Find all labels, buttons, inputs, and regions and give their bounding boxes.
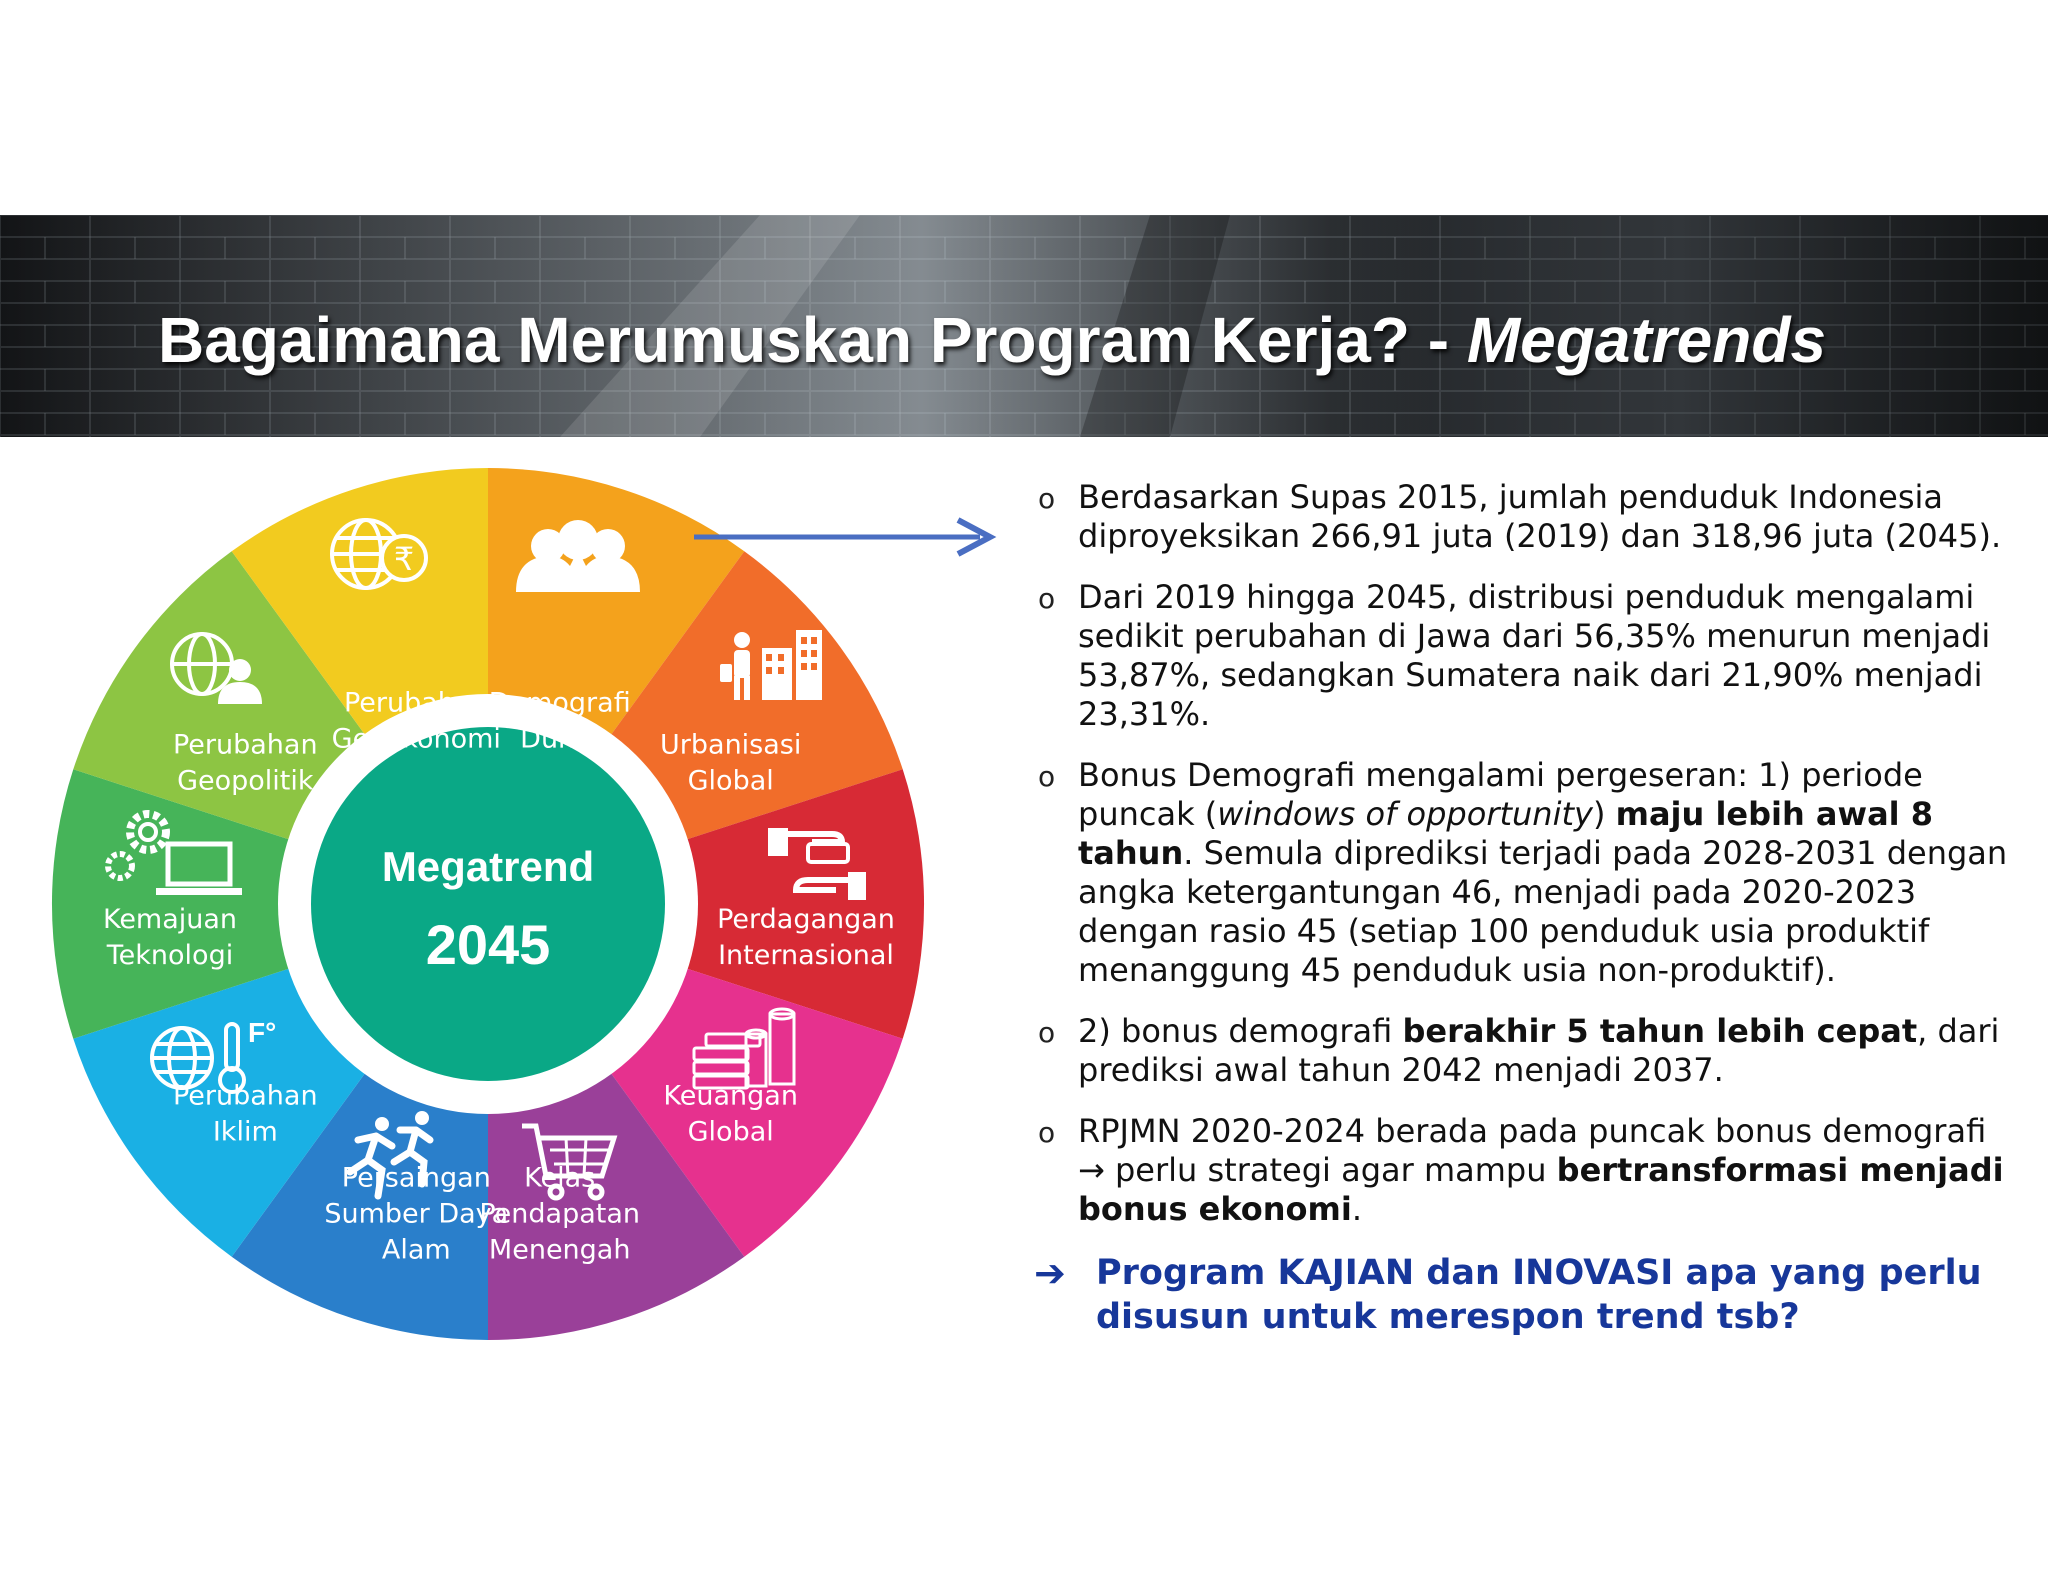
wheel-segment-label-line: Menengah: [488, 1234, 631, 1266]
wheel-segment-label-line: Iklim: [212, 1116, 278, 1148]
conclusion-arrow-icon: ➔: [1034, 1251, 1066, 1295]
bullet-marker: o: [1038, 760, 1056, 793]
bullet-text-3a: Bonus Demografi mengalami pergeseran: 1) periode puncak (: [1078, 756, 1923, 833]
bullet-text-3b: ): [1592, 795, 1616, 833]
wheel-segment-label-line: Teknologi: [106, 940, 234, 971]
bullet-marker: o: [1038, 582, 1056, 615]
conclusion-text: Program KAJIAN dan INOVASI apa yang perlu disusun untuk merespon trend tsb?: [1096, 1253, 1982, 1337]
wheel-center-year: 2045: [425, 913, 551, 976]
wheel-segment-label-line: Demografi: [488, 687, 631, 719]
bullet-item-4: [1034, 1012, 2014, 1090]
wheel-segment-label-line: Keuangan: [663, 1080, 798, 1112]
bullet-marker: o: [1038, 482, 1056, 515]
wheel-segment-label-line: Geoekonomi: [331, 723, 501, 755]
wheel-segment-label-line: Global: [687, 1116, 774, 1148]
bullet-item-1: [1034, 478, 2014, 556]
bullet-text-3c: . Semula diprediksi terjadi pada 2028-2031 dengan angka ketergantungan 46, menjadi pada 2020-2023 dengan rasio 45 (setiap 100 penduduk usia produktif menanggung 45 penduduk usia non-produktif).: [1078, 834, 2008, 989]
wheel-segment-label-line: Perubahan: [172, 729, 318, 761]
bullet-marker: o: [1038, 1116, 1056, 1149]
wheel-segment-label-line: Urbanisasi: [660, 729, 802, 761]
wheel-segment-label-line: Pendapatan: [479, 1198, 641, 1230]
bullet-marker: o: [1038, 1016, 1056, 1049]
bullet-text-5a: RPJMN 2020-2024 berada pada puncak bonus demografi → perlu strategi agar mampu: [1078, 1112, 1987, 1189]
wheel-segment-label-line: Kemajuan: [102, 904, 238, 935]
wheel-segment-label-line: Perubahan: [343, 687, 489, 719]
conclusion-question: [1034, 1251, 2014, 1339]
bullet-text-4a: 2) bonus demografi: [1078, 1012, 1403, 1050]
wheel-segment-label-line: Dunia: [520, 723, 600, 755]
wheel-segment-label-line: Internasional: [718, 940, 894, 971]
bullet-text-4-bold: berakhir 5 tahun lebih cepat: [1402, 1012, 1918, 1050]
wheel-segment-label-line: Sumber Daya: [324, 1198, 509, 1230]
pointer-arrow: [690, 512, 1010, 562]
wheel-segment-label-line: Perdagangan: [717, 904, 895, 935]
wheel-center-circle: [311, 727, 665, 1081]
bullet-text-4b: , dari prediksi awal tahun 2042 menjadi 2037.: [1078, 1012, 2000, 1089]
bullet-list: [1034, 478, 2014, 1339]
title-italic-text: Megatrends: [1466, 304, 1827, 376]
title-banner: [0, 215, 2048, 437]
bullet-text-3-italic: windows of opportunity: [1217, 795, 1593, 833]
wheel-segment-label-line: Geopolitik: [177, 765, 314, 797]
bullet-item-5: [1034, 1112, 2014, 1229]
wheel-segment-label-line: Persaingan: [341, 1162, 491, 1194]
bullet-text-2: Dari 2019 hingga 2045, distribusi penduduk mengalami sedikit perubahan di Jawa dari 56,35% menurun menjadi 53,87%, sedangkan Sumatera naik dari 21,90% menjadi 23,31%.: [1078, 578, 1991, 733]
megatrend-wheel: [46, 462, 930, 1346]
svg-text:F°: F°: [248, 1017, 277, 1048]
wheel-segment-label-line: Perubahan: [172, 1080, 318, 1112]
bullet-item-3: [1034, 756, 2014, 990]
svg-text:₹: ₹: [393, 540, 415, 578]
bullet-item-2: [1034, 578, 2014, 734]
slide-title: [158, 304, 1827, 376]
bullet-text-5b: .: [1351, 1190, 1362, 1228]
wheel-segment-label-line: Alam: [381, 1234, 451, 1266]
wheel-center-title: Megatrend: [381, 843, 595, 890]
bullet-text-3-bold: maju lebih awal 8 tahun: [1078, 795, 1934, 872]
bullet-text-1: Berdasarkan Supas 2015, jumlah penduduk Indonesia diproyeksikan 266,91 juta (2019) dan 318,96 juta (2045).: [1078, 478, 2002, 555]
wheel-segment-label-line: Kelas: [524, 1162, 596, 1194]
bullet-text-5-bold: bertransformasi menjadi bonus ekonomi: [1078, 1151, 2004, 1228]
title-main-text: Bagaimana Merumuskan Program Kerja? -: [158, 304, 1467, 376]
wheel-segment-label-line: Global: [687, 765, 774, 797]
